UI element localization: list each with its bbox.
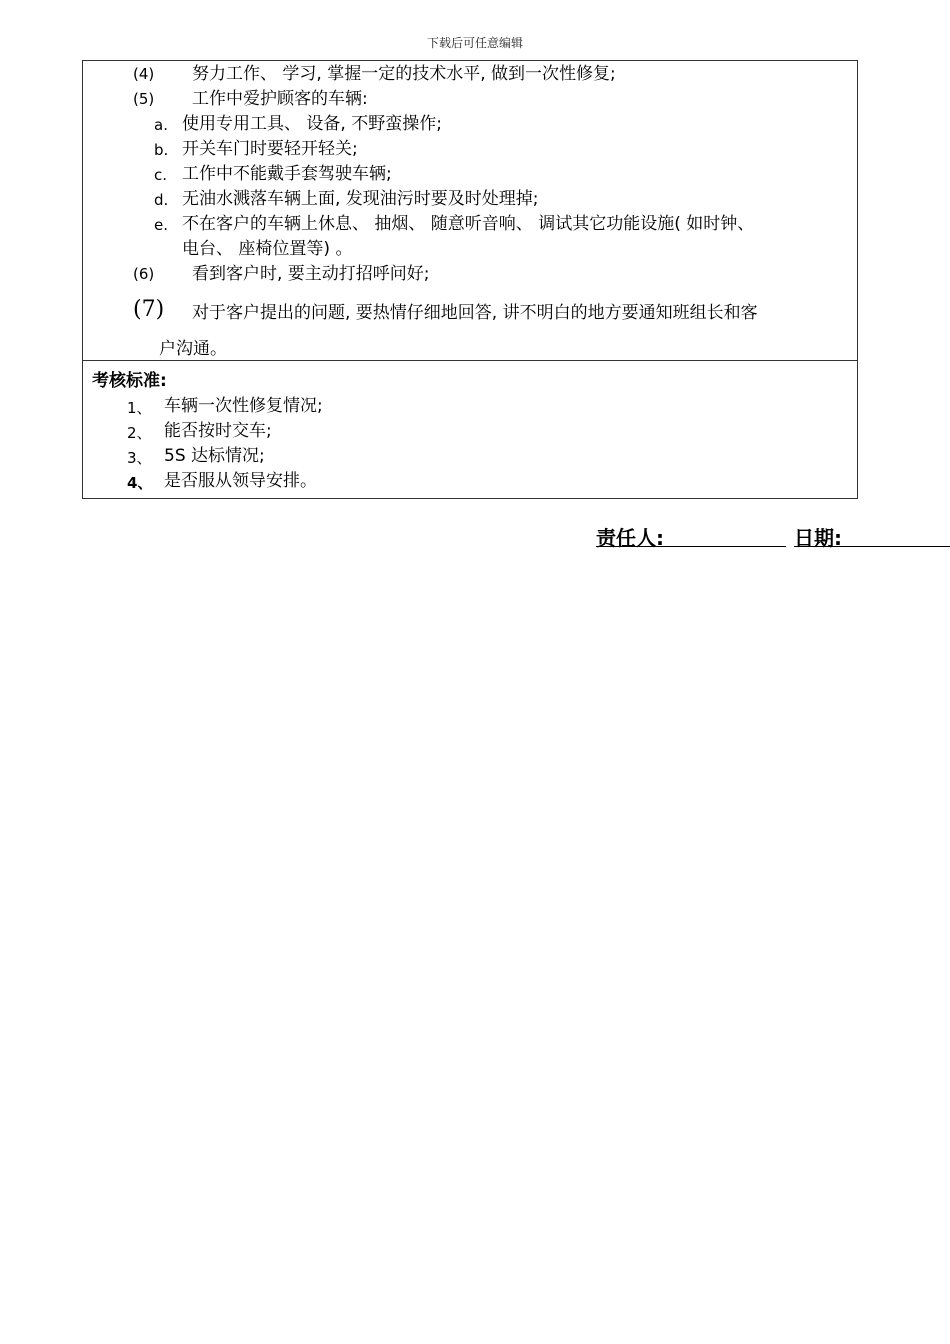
subitem-a-letter: a.: [154, 116, 168, 134]
subitem-e-text: 不在客户的车辆上休息、 抽烟、 随意听音响、 调试其它功能设施( 如时钟、: [182, 214, 755, 234]
date-underline: [794, 546, 950, 547]
subitem-e-continuation: 电台、 座椅位置等) 。: [182, 239, 353, 259]
criteria-1-text: 车辆一次性修复情况;: [164, 396, 323, 416]
criteria-3-text: 5S 达标情况;: [164, 446, 265, 466]
criteria-3-number: 3、: [127, 449, 152, 467]
responsible-label: 责任人:: [596, 526, 664, 550]
item-5-number: (5): [133, 90, 155, 108]
subitem-e-letter: e.: [154, 216, 168, 234]
subitem-b-letter: b.: [154, 141, 169, 159]
item-5-text: 工作中爱护顾客的车辆:: [192, 89, 368, 109]
document-table: [82, 60, 858, 499]
subitem-c-text: 工作中不能戴手套驾驶车辆;: [182, 164, 392, 184]
subitem-d-letter: d.: [154, 191, 169, 209]
criteria-2-text: 能否按时交车;: [164, 421, 272, 441]
criteria-title: 考核标准:: [92, 371, 167, 391]
date-label: 日期:: [794, 526, 842, 550]
item-7-text: 对于客户提出的问题, 要热情仔细地回答, 讲不明白的地方要通知班组长和客: [192, 303, 758, 323]
criteria-section: [83, 361, 857, 498]
criteria-1-number: 1、: [127, 399, 152, 417]
item-7-continuation: 户沟通。: [159, 339, 227, 359]
subitem-a-text: 使用专用工具、 设备, 不野蛮操作;: [182, 114, 442, 134]
item-6-text: 看到客户时, 要主动打招呼问好;: [192, 264, 430, 284]
responsible-underline: [596, 546, 786, 547]
item-4-number: (4): [133, 65, 155, 83]
criteria-2-number: 2、: [127, 424, 152, 442]
item-6-number: (6): [133, 265, 155, 283]
requirements-section: [83, 61, 857, 361]
criteria-4-number: 4、: [127, 474, 153, 492]
criteria-4-text: 是否服从领导安排。: [164, 471, 317, 491]
item-7-number: (7): [133, 297, 165, 322]
subitem-c-letter: c.: [154, 166, 168, 184]
subitem-d-text: 无油水溅落车辆上面, 发现油污时要及时处理掉;: [182, 189, 539, 209]
subitem-b-text: 开关车门时要轻开轻关;: [182, 139, 358, 159]
signature-row: [596, 522, 950, 548]
item-4-text: 努力工作、 学习, 掌握一定的技术水平, 做到一次性修复;: [192, 64, 616, 84]
header-note: 下载后可任意编辑: [426, 36, 523, 50]
